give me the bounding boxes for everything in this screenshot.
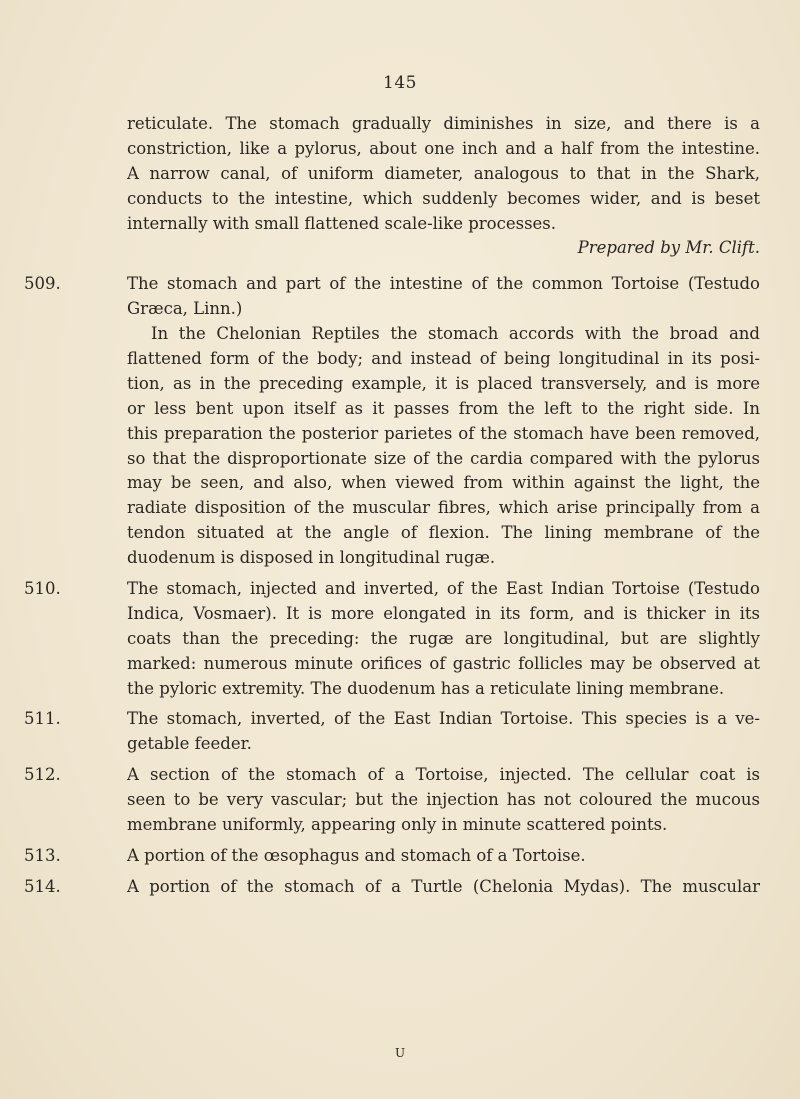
text-line: A section of the stomach of a Tortoise, injected. The cellular coat is — [127, 765, 760, 785]
text-line: conducts to the intestine, which suddenly becomes wider, and is beset — [127, 188, 760, 208]
text-line: flattened form of the body; and instead of being longitudinal in its posi- — [127, 349, 760, 369]
entry-513 — [24, 844, 760, 869]
text-line: or less bent upon itself as it passes from the left to the right side. In — [127, 398, 760, 418]
attribution: Prepared by Mr. Clift. — [577, 238, 760, 258]
entry-509 — [24, 272, 760, 297]
text-line: the pyloric extremity. The duodenum has a reticulate lining membrane. — [127, 678, 725, 698]
text-line: The stomach, injected and inverted, of the East Indian Tortoise (Testudo — [127, 579, 760, 599]
text-line: coats than the preceding: the rugæ are longitudinal, but are slightly — [127, 628, 760, 648]
text-line: seen to be very vascular; but the injection has not coloured the mucous — [127, 790, 760, 810]
entry-511 — [24, 707, 760, 732]
text-line: marked: numerous minute orifices of gastric follicles may be observed at — [127, 653, 760, 673]
text-line: Indica, Vosmaer). It is more elongated in its form, and is thicker in its — [127, 603, 760, 623]
page-text — [24, 112, 760, 900]
text-line: A narrow canal, of uniform diameter, analogous to that in the Shark, — [127, 163, 760, 183]
text-line: getable feeder. — [127, 734, 252, 754]
entry-number: 509. — [24, 274, 61, 294]
text-line: The stomach and part of the intestine of the common Tortoise (Testudo — [127, 274, 760, 294]
text-line: The stomach, inverted, of the East Indian Tortoise. This species is a ve- — [127, 709, 760, 729]
entry-510 — [24, 577, 760, 602]
text-line: duodenum is disposed in longitudinal rugæ. — [127, 548, 496, 568]
text-line: tendon situated at the angle of flexion. The lining membrane of the — [127, 523, 760, 543]
text-line: Græca, Linn.) — [127, 299, 243, 319]
text-line: this preparation the posterior parietes of the stomach have been removed, — [127, 423, 760, 443]
entry-number: 510. — [24, 579, 61, 599]
text-line: In the Chelonian Reptiles the stomach accords with the broad and — [151, 324, 760, 344]
text-line: so that the disproportionate size of the cardia compared with the pylorus — [127, 448, 760, 468]
entry-number: 512. — [24, 765, 61, 785]
entry-number: 513. — [24, 845, 61, 865]
text-line: may be seen, and also, when viewed from within against the light, the — [127, 473, 760, 493]
text-line: constriction, like a pylorus, about one inch and a half from the intestine. — [127, 138, 760, 158]
text-line: tion, as in the preceding example, it is placed transversely, and is more — [127, 373, 760, 393]
text-line: internally with small flattened scale-like processes. — [127, 213, 557, 233]
text-line: reticulate. The stomach gradually diminishes in size, and there is a — [127, 114, 760, 133]
entry-number: 511. — [24, 709, 61, 729]
page-number: 145 — [383, 73, 417, 93]
entry-514 — [24, 875, 760, 900]
text-line: membrane uniformly, appearing only in minute scattered points. — [127, 815, 668, 835]
signature-mark: U — [394, 1046, 406, 1060]
entry-number: 514. — [24, 876, 61, 896]
text-line: A portion of the œsophagus and stomach of a Tortoise. — [127, 845, 586, 865]
text-line: A portion of the stomach of a Turtle (Chelonia Mydas). The muscular — [127, 876, 760, 896]
text-line: radiate disposition of the muscular fibres, which arise principally from a — [127, 498, 760, 518]
entry-512 — [24, 763, 760, 788]
